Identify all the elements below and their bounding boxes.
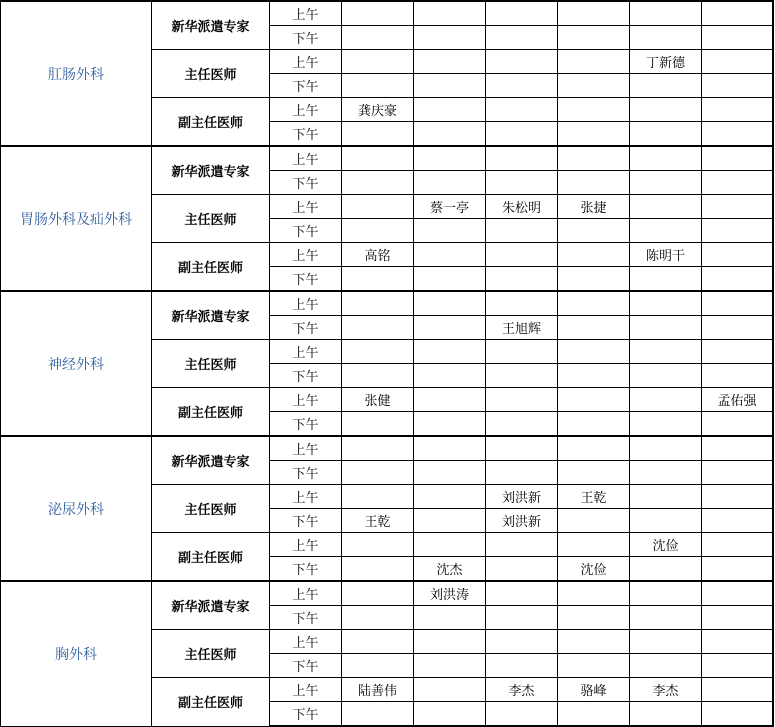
- schedule-cell: [773, 50, 774, 74]
- schedule-cell: [486, 388, 558, 412]
- period-label: 上午: [270, 340, 342, 364]
- schedule-cell: [558, 581, 630, 606]
- period-label: 上午: [270, 388, 342, 412]
- schedule-cell: 陆善伟: [342, 678, 414, 702]
- schedule-cell: [414, 316, 486, 340]
- schedule-cell: 刘洪新: [486, 485, 558, 509]
- schedule-cell: [558, 291, 630, 316]
- schedule-cell: 张捷: [558, 195, 630, 219]
- schedule-cell: [414, 122, 486, 147]
- schedule-cell: [486, 461, 558, 485]
- schedule-cell: [702, 678, 773, 702]
- period-label: 下午: [270, 74, 342, 98]
- period-label: 下午: [270, 26, 342, 50]
- schedule-cell: [773, 316, 774, 340]
- schedule-cell: 王旭辉: [486, 316, 558, 340]
- schedule-cell: [558, 533, 630, 557]
- period-label: 上午: [270, 581, 342, 606]
- schedule-cell: [558, 702, 630, 727]
- schedule-cell: [414, 412, 486, 437]
- schedule-cell: [414, 654, 486, 678]
- schedule-cell: [342, 436, 414, 461]
- schedule-cell: [702, 171, 773, 195]
- schedule-cell: 王乾: [342, 509, 414, 533]
- schedule-cell: [414, 50, 486, 74]
- doctor-level: 主任医师: [152, 485, 270, 533]
- schedule-cell: [773, 461, 774, 485]
- schedule-cell: [702, 485, 773, 509]
- schedule-cell: [486, 146, 558, 171]
- schedule-cell: [342, 74, 414, 98]
- period-label: 下午: [270, 461, 342, 485]
- doctor-level: 新华派遣专家: [152, 1, 270, 50]
- doctor-level: 主任医师: [152, 630, 270, 678]
- doctor-level: 主任医师: [152, 195, 270, 243]
- schedule-cell: [342, 195, 414, 219]
- schedule-cell: [486, 291, 558, 316]
- schedule-cell: [773, 702, 774, 727]
- schedule-cell: [558, 267, 630, 292]
- schedule-cell: [414, 606, 486, 630]
- schedule-cell: [558, 146, 630, 171]
- schedule-cell: [414, 291, 486, 316]
- schedule-cell: 王乾: [558, 485, 630, 509]
- schedule-cell: 李杰: [630, 678, 702, 702]
- schedule-cell: [630, 74, 702, 98]
- schedule-cell: 陈明干: [630, 243, 702, 267]
- schedule-cell: [414, 461, 486, 485]
- schedule-cell: [558, 388, 630, 412]
- schedule-cell: [486, 340, 558, 364]
- schedule-cell: [558, 74, 630, 98]
- schedule-cell: [630, 195, 702, 219]
- schedule-cell: [342, 606, 414, 630]
- schedule-cell: [702, 364, 773, 388]
- schedule-cell: [773, 436, 774, 461]
- schedule-cell: [414, 219, 486, 243]
- schedule-cell: 骆峰: [558, 678, 630, 702]
- schedule-body: [1, 1, 774, 726]
- schedule-cell: [342, 364, 414, 388]
- schedule-cell: [630, 340, 702, 364]
- schedule-cell: [630, 219, 702, 243]
- schedule-cell: [630, 557, 702, 582]
- doctor-level: 副主任医师: [152, 98, 270, 147]
- schedule-cell: [414, 26, 486, 50]
- period-label: 上午: [270, 291, 342, 316]
- schedule-cell: [630, 630, 702, 654]
- period-label: 下午: [270, 654, 342, 678]
- schedule-cell: [558, 364, 630, 388]
- schedule-cell: [414, 98, 486, 122]
- schedule-cell: [773, 557, 774, 582]
- department-name: 肛肠外科: [1, 1, 152, 146]
- schedule-cell: 李杰: [486, 678, 558, 702]
- schedule-cell: [630, 171, 702, 195]
- schedule-cell: [702, 340, 773, 364]
- schedule-cell: [630, 291, 702, 316]
- schedule-cell: [630, 26, 702, 50]
- period-label: 上午: [270, 98, 342, 122]
- period-label: 上午: [270, 630, 342, 654]
- schedule-cell: [486, 702, 558, 727]
- period-label: 上午: [270, 678, 342, 702]
- schedule-cell: [702, 243, 773, 267]
- schedule-cell: [342, 1, 414, 26]
- department-name: 胃肠外科及疝外科: [1, 146, 152, 291]
- department-name: 神经外科: [1, 291, 152, 436]
- doctor-level: 副主任医师: [152, 388, 270, 437]
- schedule-cell: [630, 146, 702, 171]
- schedule-cell: [702, 412, 773, 437]
- schedule-cell: 孟佑强: [702, 388, 773, 412]
- schedule-cell: [702, 1, 773, 26]
- schedule-cell: [773, 340, 774, 364]
- schedule-cell: [414, 485, 486, 509]
- schedule-cell: [486, 50, 558, 74]
- schedule-cell: 刘洪涛: [414, 581, 486, 606]
- schedule-cell: [486, 412, 558, 437]
- schedule-cell: [558, 50, 630, 74]
- schedule-cell: [414, 1, 486, 26]
- schedule-cell: [630, 436, 702, 461]
- schedule-cell: [773, 1, 774, 26]
- schedule-cell: [486, 606, 558, 630]
- schedule-cell: [773, 630, 774, 654]
- doctor-level: 副主任医师: [152, 243, 270, 292]
- schedule-cell: [486, 267, 558, 292]
- schedule-cell: [630, 388, 702, 412]
- period-label: 下午: [270, 557, 342, 582]
- schedule-cell: [773, 74, 774, 98]
- schedule-cell: [486, 533, 558, 557]
- schedule-cell: [486, 654, 558, 678]
- schedule-cell: [702, 509, 773, 533]
- schedule-cell: [342, 340, 414, 364]
- schedule-cell: [702, 50, 773, 74]
- schedule-cell: [702, 461, 773, 485]
- period-label: 上午: [270, 146, 342, 171]
- schedule-cell: [414, 243, 486, 267]
- schedule-cell: [630, 267, 702, 292]
- schedule-cell: [486, 26, 558, 50]
- doctor-level: 主任医师: [152, 50, 270, 98]
- schedule-cell: [414, 630, 486, 654]
- schedule-cell: [342, 412, 414, 437]
- schedule-cell: [558, 122, 630, 147]
- schedule-cell: [773, 678, 774, 702]
- schedule-cell: [702, 219, 773, 243]
- schedule-cell: [342, 122, 414, 147]
- schedule-cell: [414, 74, 486, 98]
- schedule-cell: [773, 291, 774, 316]
- schedule-cell: [486, 557, 558, 582]
- schedule-cell: 蔡一亭: [414, 195, 486, 219]
- schedule-cell: [773, 412, 774, 437]
- schedule-cell: [630, 702, 702, 727]
- schedule-cell: [342, 581, 414, 606]
- doctor-level: 副主任医师: [152, 678, 270, 727]
- schedule-cell: [773, 388, 774, 412]
- schedule-cell: [486, 581, 558, 606]
- schedule-cell: [702, 436, 773, 461]
- schedule-cell: 丁新德: [630, 50, 702, 74]
- schedule-cell: [630, 364, 702, 388]
- schedule-cell: [558, 1, 630, 26]
- schedule-cell: [702, 26, 773, 50]
- period-label: 下午: [270, 267, 342, 292]
- schedule-cell: [414, 171, 486, 195]
- period-label: 下午: [270, 316, 342, 340]
- period-label: 下午: [270, 606, 342, 630]
- department-name: 泌尿外科: [1, 436, 152, 581]
- schedule-cell: 沈杰: [414, 557, 486, 582]
- schedule-cell: [702, 74, 773, 98]
- schedule-cell: [630, 654, 702, 678]
- schedule-cell: [773, 219, 774, 243]
- schedule-cell: [486, 219, 558, 243]
- schedule-cell: [342, 461, 414, 485]
- schedule-cell: [342, 630, 414, 654]
- schedule-cell: 张健: [342, 388, 414, 412]
- schedule-cell: 龚庆豪: [342, 98, 414, 122]
- schedule-cell: [486, 630, 558, 654]
- schedule-cell: [558, 243, 630, 267]
- schedule-cell: [558, 412, 630, 437]
- schedule-cell: [702, 533, 773, 557]
- period-label: 下午: [270, 171, 342, 195]
- schedule-cell: [558, 219, 630, 243]
- schedule-cell: [702, 630, 773, 654]
- schedule-cell: [630, 122, 702, 147]
- schedule-cell: [702, 654, 773, 678]
- schedule-cell: [486, 122, 558, 147]
- schedule-cell: [558, 654, 630, 678]
- schedule-cell: [558, 340, 630, 364]
- schedule-cell: [558, 98, 630, 122]
- schedule-cell: [558, 436, 630, 461]
- schedule-cell: [630, 316, 702, 340]
- schedule-cell: [773, 533, 774, 557]
- schedule-cell: [558, 26, 630, 50]
- schedule-cell: [414, 146, 486, 171]
- schedule-cell: [773, 606, 774, 630]
- schedule-cell: [342, 485, 414, 509]
- schedule-cell: [773, 195, 774, 219]
- table-row: [1, 146, 774, 171]
- schedule-cell: [342, 533, 414, 557]
- schedule-cell: [342, 50, 414, 74]
- schedule-cell: 朱松明: [486, 195, 558, 219]
- schedule-cell: [558, 509, 630, 533]
- schedule-cell: [486, 1, 558, 26]
- period-label: 下午: [270, 509, 342, 533]
- period-label: 上午: [270, 195, 342, 219]
- period-label: 下午: [270, 702, 342, 727]
- schedule-cell: 沈俭: [558, 557, 630, 582]
- schedule-cell: [773, 581, 774, 606]
- schedule-cell: [486, 436, 558, 461]
- schedule-cell: [773, 146, 774, 171]
- schedule-cell: [630, 461, 702, 485]
- period-label: 上午: [270, 243, 342, 267]
- schedule-cell: [702, 581, 773, 606]
- schedule-cell: [773, 509, 774, 533]
- schedule-cell: [773, 26, 774, 50]
- period-label: 上午: [270, 50, 342, 74]
- schedule-cell: [702, 702, 773, 727]
- schedule-cell: [486, 364, 558, 388]
- schedule-cell: [702, 557, 773, 582]
- schedule-cell: [630, 581, 702, 606]
- schedule-cell: [486, 98, 558, 122]
- schedule-cell: [630, 1, 702, 26]
- schedule-cell: [773, 485, 774, 509]
- schedule-cell: [342, 291, 414, 316]
- schedule-cell: [630, 412, 702, 437]
- schedule-cell: [558, 606, 630, 630]
- schedule-cell: [414, 267, 486, 292]
- schedule-cell: [414, 509, 486, 533]
- doctor-level: 主任医师: [152, 340, 270, 388]
- schedule-cell: [558, 171, 630, 195]
- schedule-cell: [342, 702, 414, 727]
- schedule-cell: [702, 98, 773, 122]
- schedule-cell: [414, 340, 486, 364]
- schedule-cell: [773, 364, 774, 388]
- schedule-cell: [702, 195, 773, 219]
- schedule-cell: [773, 171, 774, 195]
- doctor-level: 新华派遣专家: [152, 146, 270, 195]
- schedule-cell: [486, 171, 558, 195]
- period-label: 上午: [270, 1, 342, 26]
- schedule-cell: [702, 146, 773, 171]
- period-label: 下午: [270, 219, 342, 243]
- schedule-cell: [773, 122, 774, 147]
- schedule-cell: [342, 171, 414, 195]
- period-label: 下午: [270, 122, 342, 147]
- schedule-cell: [558, 316, 630, 340]
- doctor-level: 新华派遣专家: [152, 291, 270, 340]
- schedule-cell: [486, 74, 558, 98]
- schedule-cell: [558, 630, 630, 654]
- schedule-cell: [630, 509, 702, 533]
- period-label: 上午: [270, 533, 342, 557]
- table-row: [1, 1, 774, 26]
- schedule-cell: [342, 654, 414, 678]
- schedule-cell: [702, 291, 773, 316]
- schedule-cell: [702, 316, 773, 340]
- schedule-cell: [414, 388, 486, 412]
- table-row: [1, 581, 774, 606]
- schedule-cell: 刘洪新: [486, 509, 558, 533]
- schedule-cell: 高铭: [342, 243, 414, 267]
- schedule-cell: [342, 146, 414, 171]
- schedule-cell: [773, 243, 774, 267]
- schedule-cell: [702, 267, 773, 292]
- schedule-cell: [414, 702, 486, 727]
- doctor-level: 新华派遣专家: [152, 581, 270, 630]
- schedule-cell: [414, 364, 486, 388]
- schedule-cell: [486, 243, 558, 267]
- schedule-cell: [342, 267, 414, 292]
- schedule-cell: [558, 461, 630, 485]
- table-row: [1, 291, 774, 316]
- schedule-cell: [773, 98, 774, 122]
- schedule-cell: [702, 122, 773, 147]
- department-name: 胸外科: [1, 581, 152, 726]
- period-label: 上午: [270, 485, 342, 509]
- doctor-level: 新华派遣专家: [152, 436, 270, 485]
- schedule-cell: [773, 654, 774, 678]
- schedule-cell: [773, 267, 774, 292]
- schedule-cell: [630, 606, 702, 630]
- schedule-cell: [630, 98, 702, 122]
- schedule-cell: [630, 485, 702, 509]
- period-label: 下午: [270, 412, 342, 437]
- schedule-cell: [414, 436, 486, 461]
- period-label: 上午: [270, 436, 342, 461]
- period-label: 下午: [270, 364, 342, 388]
- schedule-cell: [702, 606, 773, 630]
- doctor-level: 副主任医师: [152, 533, 270, 582]
- schedule-cell: [414, 533, 486, 557]
- schedule-cell: [414, 678, 486, 702]
- schedule-cell: [342, 219, 414, 243]
- schedule-cell: 沈俭: [630, 533, 702, 557]
- table-row: [1, 436, 774, 461]
- schedule-cell: [342, 26, 414, 50]
- schedule-cell: [342, 316, 414, 340]
- schedule-cell: [342, 557, 414, 582]
